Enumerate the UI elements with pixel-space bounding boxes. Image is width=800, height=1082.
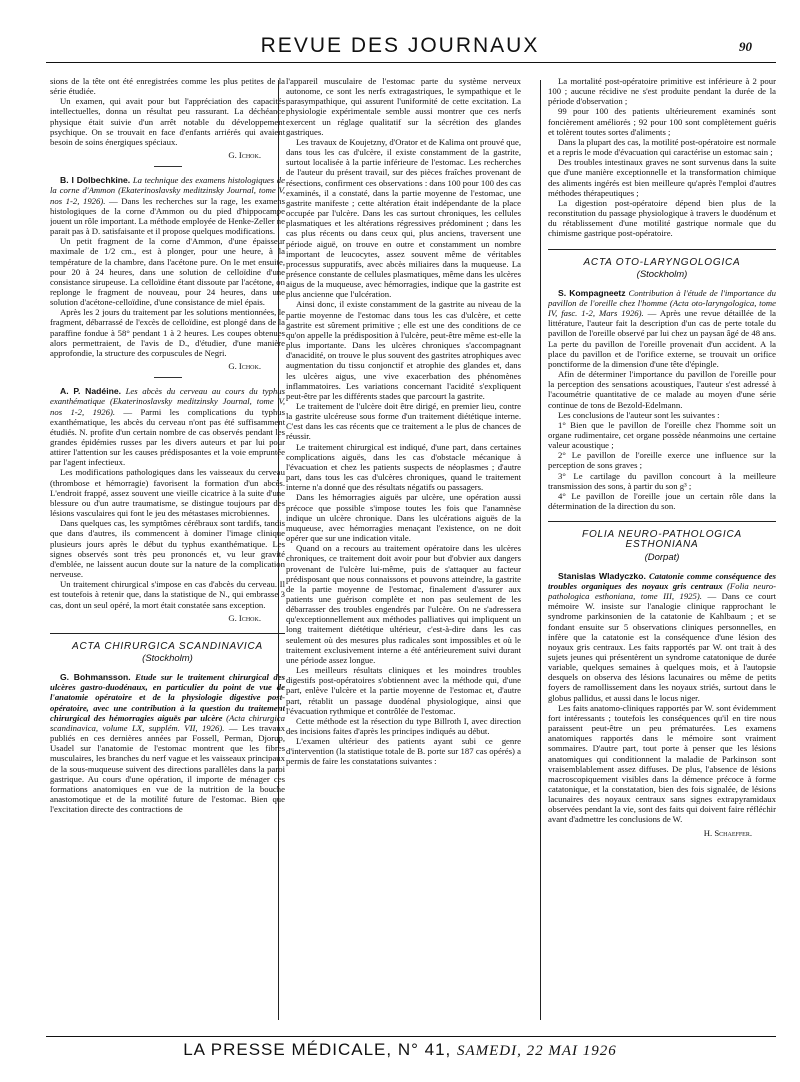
signature: G. Ichok. (228, 150, 261, 161)
paragraph: Dans les hémorragies aiguës par ulcère, une opération aussi précoce que possible s'impose toutes les fois que l'anamnèse indique un ulcère chronique. Dans les ulcérations aiguës de la muqueuse, avec hémorragies menaçant l'existence, on ne doit opérer que sur une indication vitale. (286, 492, 521, 544)
article-reference: (Ekaterinoslavsky meditzinsky Journal, tome V, nos 1-2, 1926). (50, 185, 285, 206)
paragraph: Les travaux de Koujetzny, d'Orator et de Kalima ont prouvé que, dans tous les cas d'ulcère, il existe constamment de la gastrite, surtout localisée à la partie inférieure de l'estomac. Les recherches de l'auteur du présent travail, sur des pièces fraîches provenant de résections, confirment ces observations : dans 100 pour 100 des cas examinés, il a constaté, dans la partie moyenne de l'estomac, une gastrite manifeste ; cette altération était indépendante de la place occupée par l'ulcère. Dans les cas surtout chroniques, les cellules plasmatiques et les altérations régressives prédominent ; dans les cas plus récents ou dans ceux qui, plus anciens, traversent une période aiguë, on trouve en outre et constamment un nombre important de leucocytes, assez souvent même de véritables processus suppuratifs, avec abcès miliaires dans la muqueuse. La présence constante de cellules plasmatiques, même dans les ulcères aigus de la muqueuse, avec hémorragies, indique que la gastrite est plus ancienne que l'ulcération. (286, 136, 521, 300)
article-author: B. I Dolbechkine. (60, 175, 131, 186)
column-2 (286, 76, 521, 1024)
journal-city: (Dorpat) (644, 551, 680, 563)
journal-heading: FOLIA NEURO-PATHOLOGICA ESTHONIANA (582, 529, 742, 551)
signature: G. Ichok. (228, 612, 261, 623)
paragraph: Dans quelques cas, les symptômes cérébraux sont tardifs, tandis que dans d'autres, ils commencent à dominer l'image clinique plusieurs jours après le début du typhus exanthématique. Les signes observés sont très peu prononcés et, vu leur gravité d'emblée, ne laissent aucun doute sur la nature de la complication nerveuse. (50, 518, 285, 580)
column-1 (50, 76, 285, 1024)
paragraph: Dans la plupart des cas, la motilité post-opératoire est normale et a repris le mode d'évacuation qui caractérise un estomac sain ; (548, 136, 776, 158)
article-title: Contribution à l'étude de l'importance du pavillon de l'oreille chez l'homme (548, 287, 776, 308)
paragraph: Les conclusions de l'auteur sont les suivantes : (558, 409, 720, 420)
article-lead (50, 386, 285, 467)
paragraph: Les meilleurs résultats cliniques et les moindres troubles digestifs post-opératoires s'obtiennent avec la méthode qui, d'une part, enlève l'ulcère et la partie moyenne de l'estomac et, d'autre part, rétablit un passage duodénal physiologique, ainsi que l'évacuation rythmique et contrôlée de l'estomac. (286, 665, 521, 716)
article-reference: (Acta oto-laryngologica, tome IV, fasc. 1-2, Mars 1926). (548, 297, 776, 319)
page-number: 90 (739, 39, 752, 54)
page-header (0, 34, 800, 60)
article-author: S. Kompagneetz (558, 287, 626, 298)
journal-city: (Stockholm) (142, 652, 193, 664)
paragraph: La digestion post-opératoire dépend bien plus de la reconstitution du passage physiologique à travers le duodénum et du rétablissement d'une motilité gastrique normale que du chimisme gastrique post-opératoire. (548, 197, 776, 239)
journal-section-title: REVUE DES JOURNAUX (260, 34, 540, 57)
paragraph: Après les 2 jours du traitement par les solutions mentionnées, le fragment, débarrassé de l'excès de celloïdine, est plongé dans de la paraffine fondue à 58° pendant 1 à 2 heures. Les coupes obtenues alors permettraient, de l'avis de D., d'étudier, d'une manière approfondie, la structure des corpuscules de Negri. (50, 307, 285, 358)
paragraph: — Dans ce court mémoire W. insiste sur l'analogie clinique rapprochant le syndrome parkinsonien de la catatonie de Kahlbaum ; et se fondant ensuite sur 5 observations cliniques personnelles, en infère que la catatonie est la conséquence d'une lésion des noyaux gris centraux. Les faits rapportés par W. ont trait à des sujets jeunes qui présentèrent un syndrome catatonique de durée variable, quelques semaines à quelques mois, et à l'autopsie desquels on observa des lésions lacunaires ou même de petits foyers de ramollissement dans les noyaux striés, surtout dans le globus pallidus, et aussi dans le locus niger. (548, 591, 776, 703)
paragraph: l'appareil musculaire de l'estomac parte du système nerveux autonome, ce sont les nerfs extragastriques, le sympathique et le parasympathique, qui assurent l'uniformité de cette excitation. La physiologie expérimentale semble aussi montrer que ces nerfs exercent un réglage qualitatif sur la sécrétion des glandes gastriques. (286, 76, 521, 137)
column-3 (548, 76, 776, 1024)
section-rule (548, 249, 776, 250)
paragraph: 2° Le pavillon de l'oreille exerce une influence sur la perception de sons graves ; (548, 450, 776, 471)
paragraph: Ainsi donc, il existe constamment de la gastrite au niveau de la partie moyenne de l'estomac dans tous les cas d'ulcère, et cette gastrite est sûrement primitive ; elle est une des conditions de ce qu'on appelle la prédisposition à l'ulcère, peut-être même est-elle la plus importante. Dans les ulcères chroniques s'accompagnant d'anacidité, on trouve le plus souvent des gastrites atrophiques avec augmentation du tissu conjonctif et atrophie des glandes et, dans les ulcères aigus, une vive exacerbation des phénomènes inflammatoires. Les variations concernant l'acidité s'expliquent peut-être par les différents stades que parcourt la gastrite. (286, 299, 521, 401)
paragraph: L'examen ultérieur des patients ayant subi ce genre d'intervention (la statistique totale de B. porte sur 187 cas opérés) a permis de faire les constatations suivantes : (286, 736, 521, 767)
article-title: Etude sur le traitement chirurgical des ulcères gastro-duodénaux, en particulier du point de vue de l'anatomie opératoire et de la physiologie digestive post-opératoire, avec une contribution à la question du traitement chirurgical des hémorragies aiguës par ulcère (50, 672, 285, 723)
separator (154, 377, 182, 378)
paragraph: La mortalité post-opératoire primitive est inférieure à 2 pour 100 ; aucune récidive ne s'est produite pendant la durée de la période d'observation ; (548, 76, 776, 107)
article-reference: (Folia neuro-pathologica esthoniana, tome III, 1925). (548, 580, 776, 602)
paragraph: Le traitement de l'ulcère doit être dirigé, en premier lieu, contre la gastrite ulcéreuse sous forme d'un traitement diététique interne. C'est dans les cas récents que ce traitement a le plus de chances de réussir. (286, 401, 521, 442)
paragraph: Quand on a recours au traitement opératoire dans les ulcères chroniques, ce traitement doit avoir pour but d'obvier aux dangers provenant de l'ulcère lui-même, puis de s'attaquer au facteur prédisposant que nous connaissons et pouvons atteindre, la gastrite de la partie moyenne de l'estomac, finalement d'assurer aux patients une guérison complète et non pas seulement de les débarrasser des troubles engendrés par l'ulcère. On ne s'adressera qu'exceptionnellement aux méthodes palliatives qui impliquent un long traitement diététique ultérieur, c'est-à-dire dans les cas seulement où des mesures plus radicales sont impossibles et où le traitement exclusivement interne a été antérieurement suivi durant une période assez longue. (286, 543, 521, 665)
paragraph: Cette méthode est la résection du type Billroth I, avec direction des incisions faites d'après les principes indiqués au début. (286, 715, 521, 736)
paragraph: 3° Le cartilage du pavillon concourt à la meilleure transmission des sons, à partir du son g³ ; (548, 470, 776, 491)
section-rule (50, 633, 285, 634)
page-footer (0, 1040, 800, 1060)
footer-date: SAMEDI, 22 MAI 1926 (456, 1043, 617, 1059)
signature: G. Ichok. (228, 361, 261, 372)
journal-heading: ACTA OTO-LARYNGOLOGICA (583, 256, 741, 268)
paragraph: sions de la tête ont été enregistrées comme les plus petites de la série étudiée. (50, 76, 285, 97)
article-title: Les abcès du cerveau au cours du typhus exanthématique (50, 386, 285, 407)
journal-heading: ACTA CHIRURGICA SCANDINAVICA (72, 640, 263, 652)
footer-rule (46, 1036, 776, 1037)
article-author: A. P. Nadéine. (60, 386, 122, 397)
paragraph: — Les travaux publiés en ces dernières années par Fossell, Perman, Djorup, Usadel sur l'anatomie de l'estomac montrent que les fibres musculaires, les branches du nerf vague et les vaisseaux principaux de la sous-muqueuse suivent des directions parallèles dans la paroi gastrique. Au cours d'une opération, il importe de ménager ces formations anatomiques en vue de la nutrition de la bouche anastomotique et de la motilité future de l'estomac. Bien que l'excitation directe des contractions de (50, 722, 285, 815)
article-reference: (Acta chirurgica scandinavica, volume LX, supplém. VII, 1926). (50, 712, 285, 733)
paragraph: Le traitement chirurgical est indiqué, d'une part, dans certaines complications aiguës, dans les cas d'obstacle mécanique à l'évacuation et chez les patients suspects de néoplasmes ; d'autre part, dans tous les cas d'ulcères chroniques, quand le traitement interne n'a donné que des résultats négatifs ou passagers. (286, 441, 521, 493)
paragraph: Les modifications pathologiques dans les vaisseaux du cerveau (thrombose et hémorragie) favorisent la formation d'un abcès. L'endroit frappé, assez souvent une vieille cicatrice à la suite d'une blessure ou d'un autre traumatisme, se distingue toujours par des lésions vasculaires qui font le jeu des métastases microbiennes. (50, 467, 285, 519)
article-lead (548, 571, 776, 703)
article-reference: (Ekaterinoslavsky meditzinsky Journal, tome V, nos 1-2, 1926). (50, 396, 285, 417)
journal-city: (Stockholm) (636, 268, 688, 280)
separator (154, 166, 182, 167)
article-title: La technique des examens histologiques de la corne d'Ammon (50, 175, 285, 196)
article-lead (50, 175, 285, 236)
column-divider (540, 80, 541, 1020)
paragraph: 4° Le pavillon de l'oreille joue un certain rôle dans la détermination de la direction du son. (548, 490, 776, 512)
paragraph: 99 pour 100 des patients ultérieurement examinés sont foncièrement améliorés ; 92 pour 100 sont complètement guéris et tolèrent toutes sortes d'aliments ; (548, 106, 776, 137)
article-lead (50, 672, 285, 814)
footer-publication: LA PRESSE MÉDICALE, N° 41, (183, 1040, 452, 1059)
paragraph: Un traitement chirurgical s'impose en cas d'abcès du cerveau. Il est toutefois à retenir que, dans la statistique de N., qui embrasse 3 cas, dont un seul opéré, la mort était constatée sans exception. (50, 579, 285, 610)
paragraph: Un examen, qui avait pour but l'appréciation des capacités intellectuelles, donna un résultat peu rassurant. La déchéance physique était suivie d'un arrêt notable du développement psychique. On se trouvait en face d'enfants arriérés qui avaient besoin de soins énergiques spéciaux. (50, 96, 285, 147)
article-author: Stanislas Wladyczko. (558, 570, 646, 581)
article-author: G. Bohmansson. (60, 672, 131, 683)
paragraph: Afin de déterminer l'importance du pavillon de l'oreille pour la perception des sensations acoustiques, l'auteur s'est adressé à l'acoumétrie quantitative de ce malade au moyen d'une série continue de tons de Bezold-Edelmann. (548, 369, 776, 410)
signature: H. Schaeffer. (703, 827, 752, 838)
paragraph: — Dans les recherches sur la rage, les examens histologiques de la corne d'Ammon ou du pied d'hippocampe jouent un rôle important. La méthode employée de Henke-Zeller ne parait pas à D. satisfaisante et il propose quelques modifications. (50, 195, 285, 237)
paragraph: Les faits anatomo-cliniques rapportés par W. sont évidemment fort intéressants ; toutefois les conséquences qu'il en tire nous paraissent peut-être un peu prématurées. Les examens anatomiques rapportés dans le mémoire sont vraiment sommaires. D'autre part, tout porte à penser que les lésions anatomiques qui conditionnent la maladie de Parkinson sont vraisemblablement assez diffuses. De plus, l'absence de lésions macroscopiquement visibles dans la démence précoce à forme catatonique, et la constatation, bien des fois signalée, de lésions lacunaires des noyaux centraux sans signes extrapyramidaux observées pendant la vie, sont des faits qui doivent faire réfléchir avant d'admettre les conclusions de W. (548, 702, 776, 825)
article-lead (548, 288, 776, 369)
paragraph: Un petit fragment de la corne d'Ammon, d'une épaisseur maximale de 1/2 cm., est à plonger, pour une heure, à la température de la chambre, dans l'acétone pure. On le met ensuite, pour 20 à 24 heures, dans une solution de celloïdine d'une consistance sirupeuse. La celloïdine étant dissoute par l'acétone, on replonge le fragment de nouveau, pour 24 heures, dans une solution d'acétone-celloïdine, d'une consistance de miel épais. (50, 236, 285, 308)
article-title: Catatonie comme conséquence des troubles organiques des noyaux gris centraux (548, 570, 776, 591)
paragraph: — Après une revue détaillée de la littérature, l'auteur fait la description d'un cas de perte totale du pavillon de l'oreille observé par lui chez un paysan âgé de 48 ans. La perte du pavillon de l'oreille provenait d'un accident. A la place du pavillon et de l'orifice externe, se trouvait un orifice ponctiforme de la dimension d'une tête d'épingle. (548, 308, 776, 369)
paragraph: — Parmi les complications du typhus exanthématique, les abcès du cerveau n'ont pas été suffisamment étudiés. N. profite d'un certain nombre de cas observés pendant les grandes épidémies russes par les divers auteurs et par lui pour attirer l'attention sur les causes prédisposantes et la voie empruntée par l'agent infectieux. (50, 406, 285, 468)
header-rule (46, 62, 776, 63)
paragraph: 1° Bien que le pavillon de l'oreille chez l'homme soit un organe rudimentaire, cet organe possède néanmoins une certaine valeur acoustique ; (548, 419, 776, 451)
section-rule (548, 521, 776, 522)
paragraph: Des troubles intestinaux graves ne sont survenus dans la suite que d'une manière exceptionnelle et la transformation chimique des aliments ingérés est bien meilleure qu'après l'emploi d'autres méthodes thérapeutiques ; (548, 157, 776, 198)
